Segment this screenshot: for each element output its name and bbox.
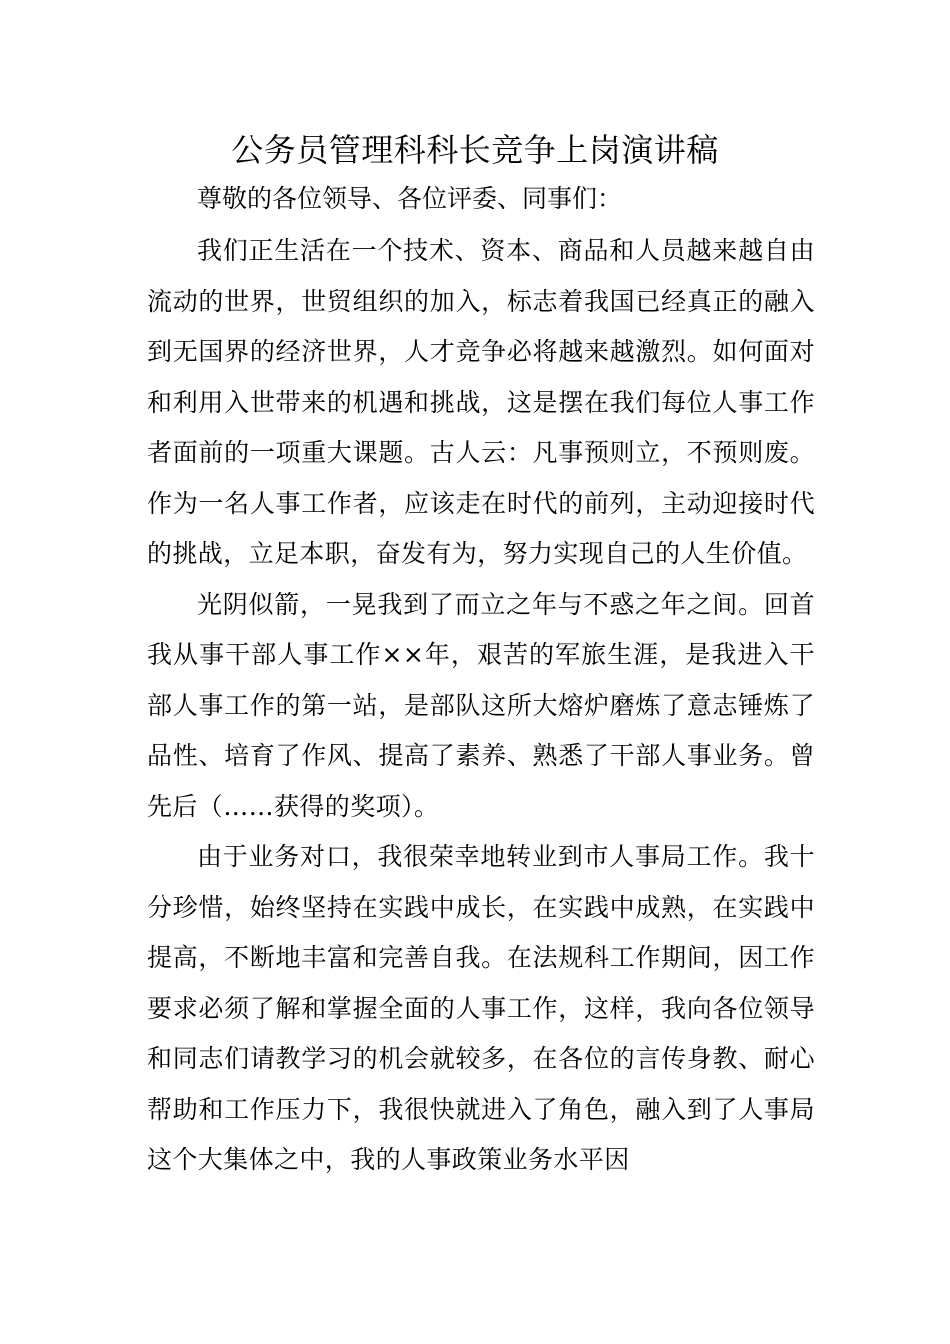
- document-body: [147, 226, 815, 1186]
- document-title: 公务员管理科科长竞争上岗演讲稿: [231, 131, 719, 169]
- paragraph-3: 由于业务对口，我很荣幸地转业到市人事局工作。我十分珍惜，始终坚持在实践中成长，在实践中成熟，在实践中提高，不断地丰富和完善自我。在法规科工作期间，因工作要求必须了解和掌握全面的人事工作，这样，我向各位领导和同志们请教学习的机会就较多，在各位的言传身教、耐心帮助和工作压力下，我很快就进入了角色，融入到了人事局这个大集体之中，我的人事政策业务水平因: [147, 842, 815, 1174]
- salutation: 尊敬的各位领导、各位评委、同事们：: [197, 184, 623, 213]
- paragraph-2: 光阴似箭，一晃我到了而立之年与不惑之年之间。回首我从事干部人事工作××年，艰苦的军旅生涯，是我进入干部人事工作的第一站，是部队这所大熔炉磨炼了意志锤炼了品性、培育了作风、提高了素养、熟悉了干部人事业务。曾先后（……获得的奖项）。: [147, 589, 815, 821]
- paragraph-1: 我们正生活在一个技术、资本、商品和人员越来越自由流动的世界，世贸组织的加入，标志着我国已经真正的融入到无国界的经济世界，人才竞争必将越来越激烈。如何面对和利用入世带来的机遇和挑战，这是摆在我们每位人事工作者面前的一项重大课题。古人云：凡事预则立，不预则废。作为一名人事工作者，应该走在时代的前列，主动迎接时代的挑战，立足本职，奋发有为，努力实现自己的人生价值。: [147, 236, 815, 568]
